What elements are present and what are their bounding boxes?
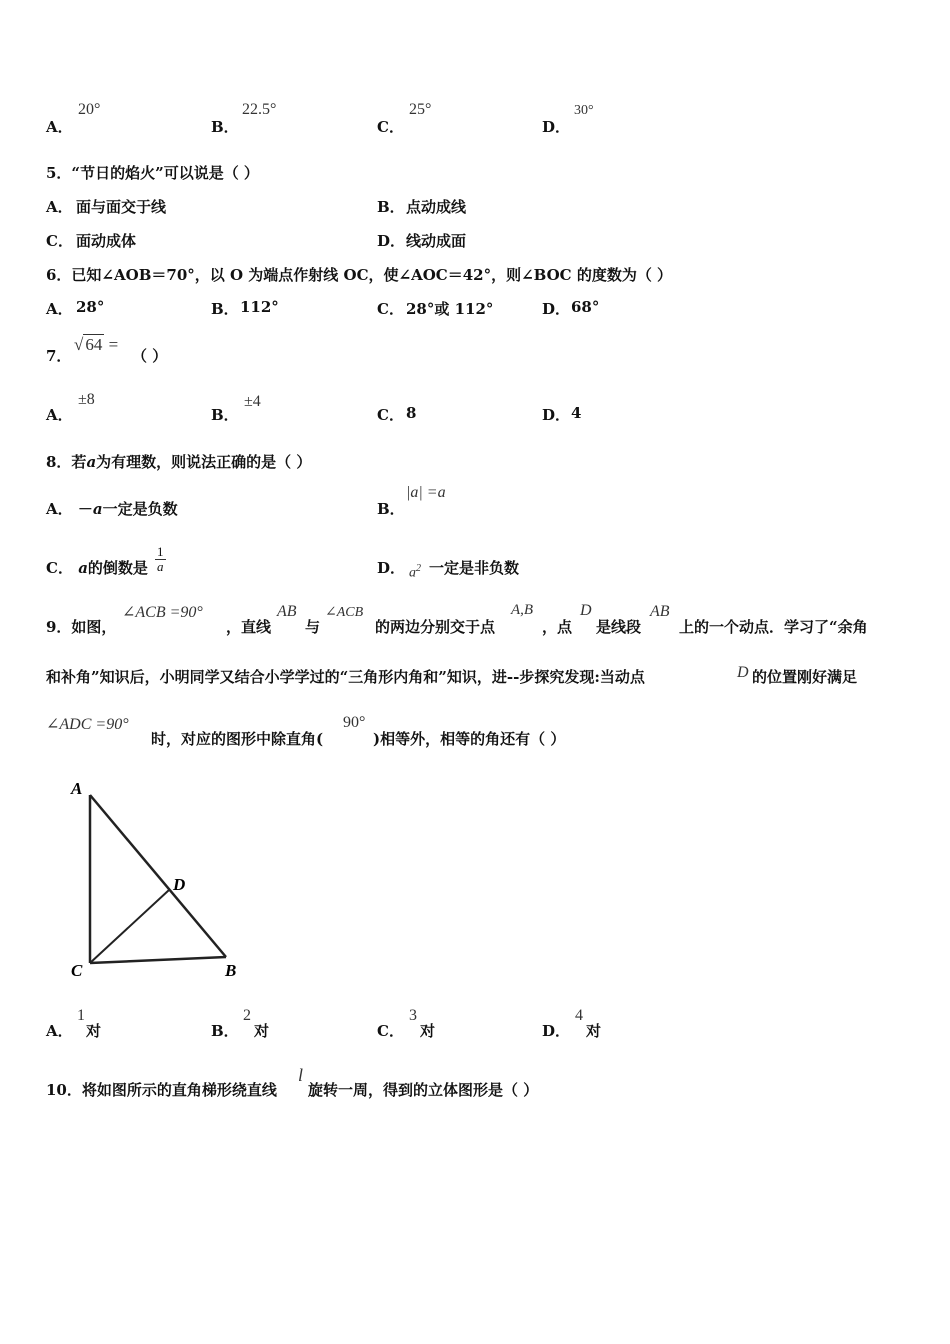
q9-segment-ab: AB: [650, 603, 670, 620]
q9-option-c-unit: 对: [420, 1022, 436, 1040]
q8-option-a: [46, 498, 178, 519]
q8-option-a-sign: －: [77, 500, 93, 518]
q4-option-c-label: C．: [377, 118, 404, 136]
q8-option-c-label: C．: [46, 559, 73, 577]
q8-option-c: [46, 557, 148, 578]
q8-stem-pre: 8．若: [46, 453, 87, 471]
q7-option-c-text: 8: [406, 404, 417, 422]
q8-stem: [46, 451, 311, 472]
q9-ninety-degrees: 90°: [343, 714, 366, 731]
q4-option-b-value: 22.5°: [242, 101, 277, 118]
q6-option-b-label: B．: [211, 300, 239, 318]
q4-option-c-value: 25°: [409, 101, 432, 118]
q8-option-d-text: 一定是非负数: [429, 559, 520, 577]
q8-option-b-abs: |a|: [406, 484, 423, 501]
q9-option-b-value: 2: [243, 1007, 251, 1024]
q9-angle-acb-90: ∠ACB =90°: [122, 604, 203, 621]
q9-math-ab: AB: [277, 603, 297, 620]
q6-option-d-label: D．: [542, 300, 571, 318]
q7-radicand: 64: [85, 335, 103, 354]
q6-option-d-text: 68°: [571, 298, 600, 316]
q4-option-a-value: 20°: [78, 101, 101, 118]
q8-option-c-fraction: [155, 545, 166, 574]
q9-points-ab: A,B: [511, 602, 534, 618]
q9-option-d-label: D．: [542, 1022, 571, 1040]
q8-stem-post: 为有理数，则说法正确的是（ ）: [96, 453, 312, 471]
q6-option-a-text: 28°: [76, 298, 105, 316]
q6-option-c-label: C．: [377, 300, 404, 318]
q4-option-a-label: A．: [46, 118, 73, 136]
q8-option-c-var: a: [78, 559, 88, 577]
q9-text-point: ，点: [542, 618, 573, 636]
q6-option-b-text: 112°: [240, 298, 279, 316]
q10-line-l: l: [298, 1065, 304, 1085]
q6-option-c-text: 28°或 112°: [406, 300, 494, 318]
q10-text-1: 10．将如图所示的直角梯形绕直线: [46, 1081, 277, 1099]
q7-option-d-label: D．: [542, 406, 571, 424]
q9-text-except-right: 时，对应的图形中除直角(: [151, 730, 324, 748]
vertex-label-d: D: [173, 875, 186, 894]
q9-text-line2: 和补角”知识后，小明同学又结合小学学过的“三角形内角和”知识，进--步探究发现:当动点: [46, 668, 645, 686]
q9-text-segment: 是线段: [596, 618, 642, 636]
q5-option-a-text: 面与面交于线: [76, 198, 167, 216]
q7-option-d-text: 4: [571, 404, 582, 422]
q9-point-d: D: [580, 602, 592, 619]
q7-option-b-label: B．: [211, 406, 239, 424]
q7-sqrt-expression: √ 64 =: [74, 335, 119, 354]
q9-option-c-value: 3: [409, 1007, 417, 1024]
q5-option-c-text: 面动成体: [76, 232, 137, 250]
q8-option-d-exponent: 2: [416, 563, 421, 574]
q8-option-a-label: A．: [46, 500, 73, 518]
q9-text-moving-point: 上的一个动点．学习了“余角: [679, 618, 868, 636]
q9-option-a-label: A．: [46, 1022, 73, 1040]
q9-number: 9．如图，: [46, 618, 117, 636]
q4-option-b-label: B．: [211, 118, 239, 136]
q9-angle-acb: ∠ACB: [325, 605, 364, 620]
q8-option-d-base: a: [409, 565, 416, 581]
q9-option-b-label: B．: [211, 1022, 239, 1040]
segment-cb: [90, 957, 226, 963]
q8-option-b-rhs: =a: [426, 484, 446, 501]
vertex-label-c: C: [71, 961, 83, 980]
q10-text-2: 旋转一周，得到的立体图形是（ ）: [308, 1081, 539, 1099]
q7-number: 7．: [46, 347, 72, 365]
q4-option-d-value: 30°: [574, 103, 594, 118]
q9-text-intersect: 的两边分别交于点: [375, 618, 496, 636]
q9-text-with: 与: [305, 618, 321, 636]
q9-option-d-unit: 对: [586, 1022, 602, 1040]
vertex-label-b: B: [225, 961, 237, 980]
q9-option-d-value: 4: [575, 1007, 583, 1024]
q7-option-a-label: A．: [46, 406, 73, 424]
q5-stem: 5．“节日的焰火”可以说是（ ）: [46, 164, 259, 182]
q9-option-b-unit: 对: [254, 1022, 270, 1040]
q8-option-c-denominator: a: [157, 559, 164, 574]
q6-option-a-label: A．: [46, 300, 73, 318]
q5-option-a-label: A．: [46, 198, 73, 216]
q5-option-b-label: B．: [377, 198, 405, 216]
q7-option-c-label: C．: [377, 406, 404, 424]
q7-option-a-value: ±8: [78, 391, 95, 408]
q8-option-b-math: [406, 484, 446, 502]
q8-stem-var: a: [86, 453, 97, 471]
q7-option-b-value: ±4: [244, 393, 261, 410]
vertex-label-a: A: [71, 779, 83, 798]
q8-option-d-power: [409, 563, 421, 582]
q8-option-b-label: B．: [377, 500, 405, 518]
q8-option-c-numerator: 1: [157, 544, 164, 559]
q6-stem: 6．已知∠AOB＝70°，以 O 为端点作射线 OC，使∠AOC＝42°，则∠BOC 的度数为（ ）: [46, 266, 673, 284]
q9-text-equal-angles: )相等外，相等的角还有（ ）: [373, 730, 566, 748]
q5-option-d-label: D．: [377, 232, 406, 250]
q9-triangle-figure: [60, 768, 260, 988]
q9-option-c-label: C．: [377, 1022, 404, 1040]
q9-text-line: ，直线: [226, 618, 272, 636]
q9-text-satisfy: 的位置刚好满足: [752, 668, 858, 686]
q7-equals: =: [108, 335, 119, 354]
q8-option-d-label: D．: [377, 559, 406, 577]
q9-point-d-2: D: [737, 664, 749, 681]
segment-cd: [90, 890, 169, 963]
q9-option-a-value: 1: [77, 1007, 85, 1024]
q9-angle-adc-90: ∠ADC =90°: [46, 716, 129, 733]
q9-option-a-unit: 对: [86, 1022, 102, 1040]
q7-paren: （ ）: [132, 347, 168, 365]
q5-option-c-label: C．: [46, 232, 73, 250]
q5-option-d-text: 线动成面: [406, 232, 467, 250]
segment-ab: [90, 795, 226, 957]
q5-option-b-text: 点动成线: [406, 198, 467, 216]
q4-option-d-label: D．: [542, 118, 571, 136]
q8-option-c-text: 的倒数是: [87, 559, 148, 577]
q8-option-a-text: 一定是负数: [102, 500, 178, 518]
q8-option-a-var: a: [92, 500, 103, 518]
